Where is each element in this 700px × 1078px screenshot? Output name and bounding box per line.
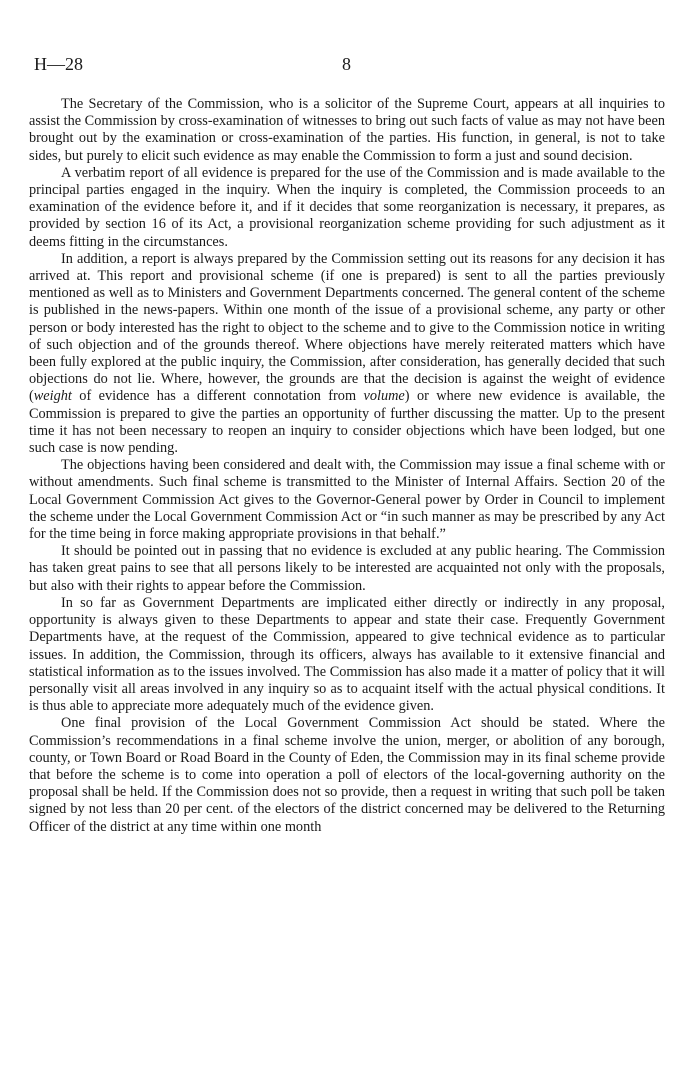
paragraph-report-and-objections xyxy=(29,251,665,457)
paragraph-text-part: of evidence has a different connotation from xyxy=(71,388,364,405)
paragraph-text-part: ) or where new evidence is available, the Commission is prepared to give the parties an opportunity of further discussing the matter. Up to the present time it has not been necessary to reopen an inquiry to consider objections which have been lodged, but one such case is now pending. xyxy=(29,388,665,457)
page-header xyxy=(34,54,666,78)
page-number: 8 xyxy=(342,54,351,74)
italic-term-volume: volume xyxy=(363,388,405,405)
paragraph-verbatim-report: A verbatim report of all evidence is prepared for the use of the Commission and is made available to the principal parties engaged in the inquiry. When the inquiry is completed, the Commission proceeds to an examination of the evidence before it, and if it decides that some reorganization is necessary, it prepares, as provided by section 16 of its Act, a provisional reorganization scheme providing for such adjustment as it deems fitting in the circumstances. xyxy=(29,164,665,250)
paragraph-secretary: The Secretary of the Commission, who is a solicitor of the Supreme Court, appears at all inquiries to assist the Commission by cross-examination of witnesses to bring out such facts of value as may not have been brought out by the examination or cross-examination of the parties. His function, in general, is not to take sides, but purely to elicit such evidence as may enable the Commission to form a just and sound decision. xyxy=(29,96,665,164)
paragraph-government-departments: In so far as Government Departments are implicated either directly or indirectly in any proposal, opportunity is always given to these Departments to appear and state their case. Frequently Government Departments have, at the request of the Commission, appeared to give technical evidence as to particular issues. In addition, the Commission, through its officers, always has available to it extensive financial and statistical information as to the issues involved. The Commission has also made it a matter of policy that it will personally visit all areas involved in any inquiry so as to acquaint itself with the actual physical conditions. It is thus able to appreciate more adequately much of the evidence given. xyxy=(29,594,665,715)
paragraph-final-scheme: The objections having been considered and dealt with, the Commission may issue a final scheme with or without amendments. Such final scheme is transmitted to the Minister of Internal Affairs. Section 20 of the Local Government Commission Act gives to the Governor-General power by Order in Council to implement the scheme under the Local Government Commission Act or “in such manner as may be prescribed by any Act for the time being in force making appropriate provisions in that behalf.” xyxy=(29,457,665,543)
paragraph-no-evidence-excluded: It should be pointed out in passing that no evidence is excluded at any public hearing. The Commission has taken great pains to see that all persons likely to be interested are acquainted not only with the proposals, but also with their rights to appear before the Commission. xyxy=(29,543,665,594)
paragraph-poll-provision: One final provision of the Local Government Commission Act should be stated. Where the Commission’s recommendations in a final scheme involve the union, merger, or abolition of any borough, county, or Town Board or Road Board in the County of Eden, the Commission may in its final scheme provide that before the scheme is to come into operation a poll of electors of the local-governing authority on the proposal shall be held. If the Commission does not so provide, then a request in writing that such poll be taken signed by not less than 20 per cent. of the electors of the district concerned may be delivered to the Returning Officer of the district at any time within one month xyxy=(29,715,665,835)
paragraph-text-part: In addition, a report is always prepared by the Commission setting out its reasons for any decision it has arrived at. This report and provisional scheme (if one is prepared) is sent to all the parties previously mentioned as well as to Ministers and Government Departments concerned. The general content of the scheme is published in the news-papers. Within one month of the issue of a provisional scheme, any party or other person or body interested has the right to object to the scheme and to give to the Commission notice in writing of such objection and of the grounds thereof. Where objections have merely reiterated matters which have been fully explored at the public inquiry, the Commission, after consideration, has generally decided that such objections do not lie. Where, however, the grounds are that the decision is against the weight of evidence ( xyxy=(29,250,665,405)
document-reference: H—28 xyxy=(34,54,83,74)
italic-term-weight: weight xyxy=(33,388,72,405)
body-text xyxy=(29,96,665,836)
